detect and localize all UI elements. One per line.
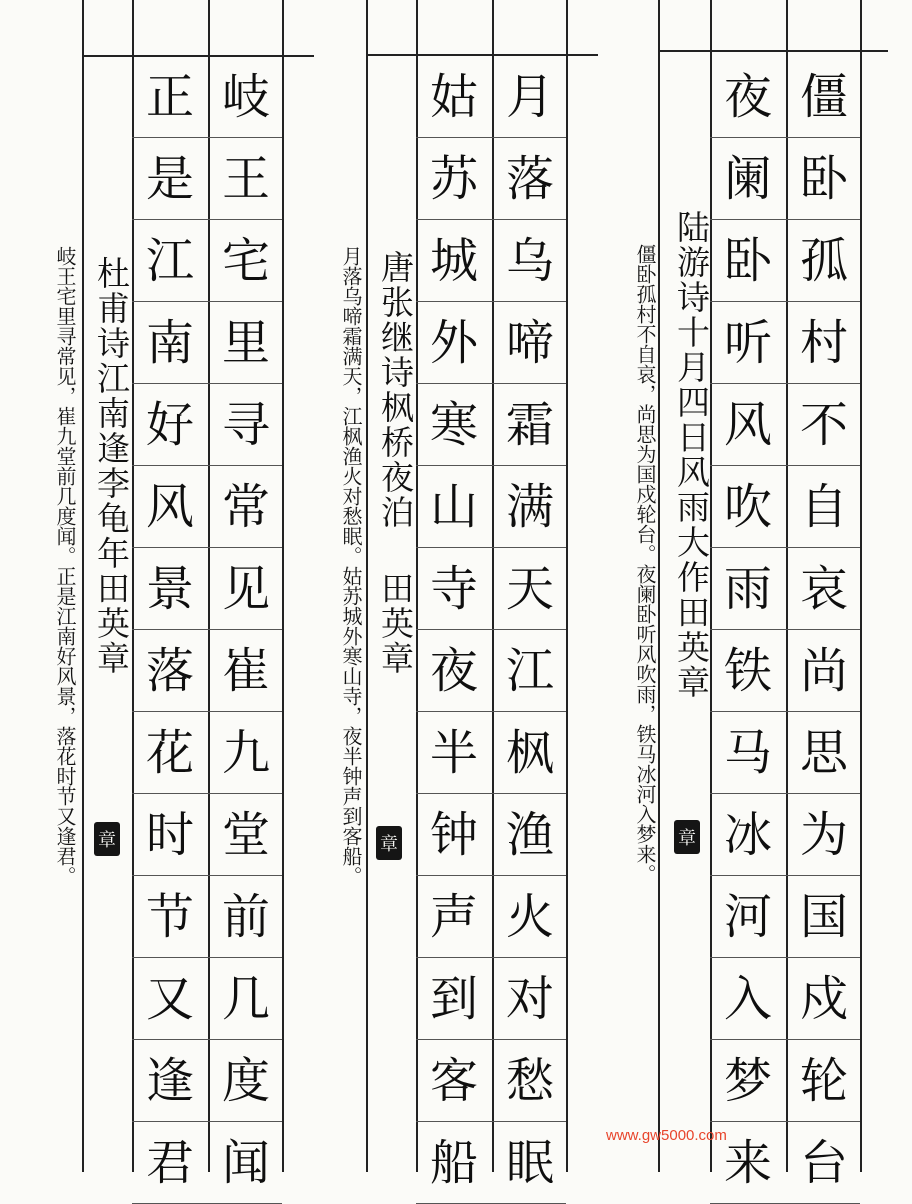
calligraphy-character: 常	[221, 479, 270, 535]
grid-row-line	[710, 383, 860, 384]
grid-row-line	[416, 383, 566, 384]
signature-left: 杜甫诗江南逢李龟年田英章	[92, 256, 131, 676]
calligraphy-character: 僵	[799, 69, 848, 125]
watermark-url: www.gw5000.com	[606, 1127, 727, 1144]
calligraphy-character: 寻	[221, 397, 270, 453]
grid-row-line	[132, 137, 282, 138]
calligraphy-character: 对	[505, 971, 554, 1027]
calligraphy-character: 堂	[221, 807, 270, 863]
calligraphy-character: 节	[145, 889, 194, 945]
calligraphy-character: 景	[145, 561, 194, 617]
calligraphy-character: 冰	[723, 807, 772, 863]
grid-row-line	[710, 137, 860, 138]
calligraphy-character: 正	[145, 69, 194, 125]
calligraphy-character: 船	[429, 1135, 478, 1191]
calligraphy-character: 哀	[799, 561, 848, 617]
calligraphy-character: 乌	[505, 233, 554, 289]
calligraphy-character: 寒	[429, 397, 478, 453]
calligraphy-character: 客	[429, 1053, 478, 1109]
calligraphy-character: 又	[145, 971, 194, 1027]
grid-row-line	[710, 1039, 860, 1040]
calligraphy-character: 宅	[221, 233, 270, 289]
calligraphy-character: 卧	[799, 151, 848, 207]
calligraphy-character: 马	[723, 725, 772, 781]
calligraphy-character: 南	[145, 315, 194, 371]
poem-panel-left	[52, 0, 336, 1191]
grid-row-line	[416, 1039, 566, 1040]
calligraphy-character: 梦	[723, 1053, 772, 1109]
printed-poem-middle: 月落乌啼霜满天，江枫渔火对愁眠。姑苏城外寒山寺，夜半钟声到客船。	[339, 246, 363, 886]
grid-row-line	[710, 219, 860, 220]
grid-row-line	[416, 629, 566, 630]
calligraphy-character: 村	[799, 315, 848, 371]
grid-row-line	[416, 793, 566, 794]
calligraphy-character: 轮	[799, 1053, 848, 1109]
calligraphy-character: 岐	[221, 69, 270, 125]
calligraphy-character: 雨	[723, 561, 772, 617]
calligraphy-character: 君	[145, 1135, 194, 1191]
grid-row-line	[132, 301, 282, 302]
calligraphy-character: 逢	[145, 1053, 194, 1109]
grid-row-line	[710, 711, 860, 712]
grid-row-line	[710, 629, 860, 630]
grid-row-line	[416, 875, 566, 876]
calligraphy-character: 夜	[723, 69, 772, 125]
seal-stamp-middle: 章	[376, 826, 402, 860]
calligraphy-character: 河	[723, 889, 772, 945]
calligraphy-character: 江	[145, 233, 194, 289]
seal-stamp-left: 章	[94, 822, 120, 856]
calligraphy-character: 枫	[505, 725, 554, 781]
grid-row-line	[132, 629, 282, 630]
calligraphy-character: 风	[723, 397, 772, 453]
poem-panel-right	[632, 0, 912, 1191]
grid-row-line	[132, 957, 282, 958]
grid-row-line	[710, 547, 860, 548]
calligraphy-character: 思	[799, 725, 848, 781]
calligraphy-character: 落	[145, 643, 194, 699]
calligraphy-character: 渔	[505, 807, 554, 863]
calligraphy-character: 里	[221, 315, 270, 371]
calligraphy-character: 愁	[505, 1053, 554, 1109]
grid-row-line	[132, 219, 282, 220]
calligraphy-character: 天	[505, 561, 554, 617]
printed-poem-left: 岐王宅里寻常见，崔九堂前几度闻。正是江南好风景，落花时节又逢君。	[53, 246, 77, 886]
grid-row-line	[710, 793, 860, 794]
calligraphy-character: 火	[505, 889, 554, 945]
grid-row-line	[416, 1121, 566, 1122]
calligraphy-character: 戍	[799, 971, 848, 1027]
grid-row-line	[710, 301, 860, 302]
calligraphy-character: 国	[799, 889, 848, 945]
calligraphy-character: 满	[505, 479, 554, 535]
calligraphy-character: 落	[505, 151, 554, 207]
calligraphy-character: 自	[799, 479, 848, 535]
calligraphy-character: 山	[429, 479, 478, 535]
calligraphy-character: 风	[145, 479, 194, 535]
calligraphy-character: 听	[723, 315, 772, 371]
calligraphy-character: 姑	[429, 69, 478, 125]
calligraphy-character: 月	[505, 69, 554, 125]
grid-row-line	[416, 137, 566, 138]
calligraphy-character: 不	[799, 397, 848, 453]
calligraphy-character: 崔	[221, 643, 270, 699]
calligraphy-character: 前	[221, 889, 270, 945]
calligraphy-character: 孤	[799, 233, 848, 289]
calligraphy-character: 尚	[799, 643, 848, 699]
calligraphy-character: 眠	[505, 1135, 554, 1191]
grid-row-line	[710, 875, 860, 876]
grid-row-line	[416, 547, 566, 548]
calligraphy-character: 见	[221, 561, 270, 617]
calligraphy-character: 苏	[429, 151, 478, 207]
calligraphy-character: 来	[723, 1135, 772, 1191]
grid-row-line	[710, 465, 860, 466]
calligraphy-character: 城	[429, 233, 478, 289]
grid-row-line	[416, 957, 566, 958]
calligraphy-character: 钟	[429, 807, 478, 863]
calligraphy-character: 台	[799, 1135, 848, 1191]
poem-panel-middle	[336, 0, 632, 1191]
signature-middle: 唐张继诗枫桥夜泊 田英章	[376, 250, 415, 676]
calligraphy-character: 声	[429, 889, 478, 945]
grid-row-line	[132, 465, 282, 466]
grid-row-line	[416, 711, 566, 712]
calligraphy-character: 是	[145, 151, 194, 207]
calligraphy-character: 闻	[221, 1135, 270, 1191]
calligraphy-character: 好	[145, 397, 194, 453]
calligraphy-character: 王	[221, 151, 270, 207]
calligraphy-character: 到	[429, 971, 478, 1027]
calligraphy-character: 为	[799, 807, 848, 863]
calligraphy-character: 阑	[723, 151, 772, 207]
signature-right: 陆游诗十月四日风雨大作田英章	[672, 210, 711, 700]
calligraphy-character: 几	[221, 971, 270, 1027]
calligraphy-character: 卧	[723, 233, 772, 289]
calligraphy-character: 度	[221, 1053, 270, 1109]
grid-row-line	[132, 875, 282, 876]
grid-row-line	[710, 957, 860, 958]
calligraphy-character: 江	[505, 643, 554, 699]
calligraphy-character: 九	[221, 725, 270, 781]
calligraphy-character: 花	[145, 725, 194, 781]
grid-row-line	[416, 465, 566, 466]
grid-row-line	[416, 301, 566, 302]
calligraphy-character: 寺	[429, 561, 478, 617]
calligraphy-character: 夜	[429, 643, 478, 699]
seal-stamp-right: 章	[674, 820, 700, 854]
grid-row-line	[132, 1039, 282, 1040]
grid-row-line	[132, 547, 282, 548]
calligraphy-character: 时	[145, 807, 194, 863]
calligraphy-character: 啼	[505, 315, 554, 371]
calligraphy-character: 外	[429, 315, 478, 371]
grid-row-line	[132, 711, 282, 712]
calligraphy-character: 入	[723, 971, 772, 1027]
calligraphy-character: 霜	[505, 397, 554, 453]
grid-row-line	[132, 793, 282, 794]
grid-row-line	[710, 1121, 860, 1122]
calligraphy-character: 半	[429, 725, 478, 781]
grid-row-line	[132, 1121, 282, 1122]
calligraphy-character: 铁	[723, 643, 772, 699]
printed-poem-right: 僵卧孤村不自哀，尚思为国戍轮台。夜阑卧听风吹雨，铁马冰河入梦来。	[633, 244, 657, 884]
calligraphy-character: 吹	[723, 479, 772, 535]
grid-row-line	[416, 219, 566, 220]
grid-row-line	[132, 383, 282, 384]
